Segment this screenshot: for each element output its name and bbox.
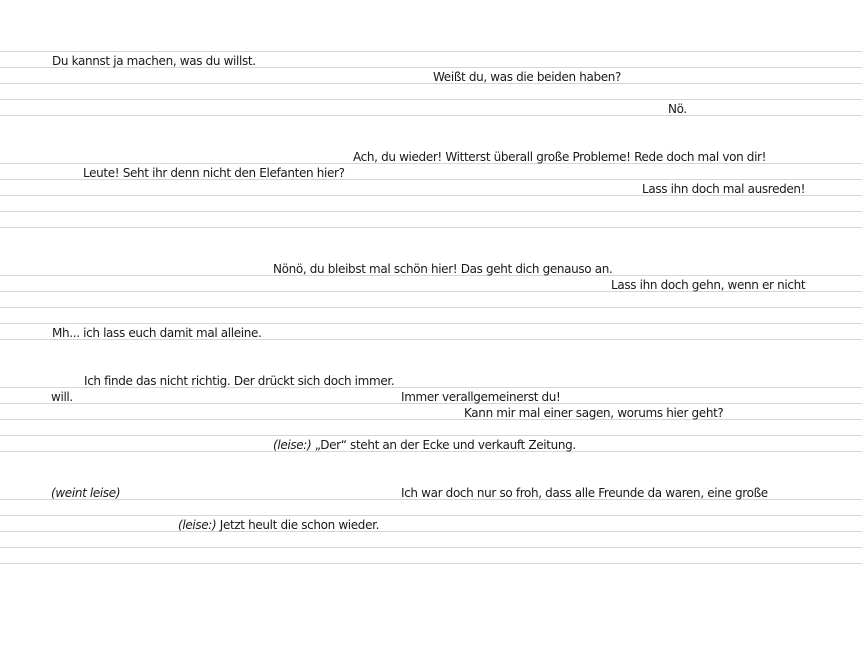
ruled-line <box>0 83 862 84</box>
stage-direction: (leise:) <box>273 438 312 452</box>
ruled-line <box>0 419 862 420</box>
dialogue-line: Ich finde das nicht richtig. Der drückt sich doch immer. <box>84 374 395 388</box>
dialogue-line: Nönö, du bleibst mal schön hier! Das geht dich genauso an. <box>273 262 613 276</box>
ruled-line <box>0 307 862 308</box>
dialogue-line: Weißt du, was die beiden haben? <box>433 70 622 84</box>
dialogue-line <box>178 517 379 533</box>
ruled-line <box>0 563 862 564</box>
ruled-line <box>0 51 862 52</box>
dialogue-line: Ich war doch nur so froh, dass alle Freunde da waren, eine große <box>401 486 768 500</box>
dialogue-line: Ach, du wieder! Witterst überall große Probleme! Rede doch mal von dir! <box>353 150 767 164</box>
ruled-line <box>0 227 862 228</box>
dialogue-line <box>273 437 576 453</box>
ruled-line <box>0 547 862 548</box>
dialogue-line: Nö. <box>668 102 687 116</box>
dialogue-line: Kann mir mal einer sagen, worums hier geht? <box>464 406 724 420</box>
ruled-line <box>0 211 862 212</box>
dialogue-line: Du kannst ja machen, was du willst. <box>52 54 256 68</box>
ruled-line <box>0 99 862 100</box>
ruled-line <box>0 515 862 516</box>
stage-direction: (weint leise) <box>51 486 121 500</box>
dialogue-line: Leute! Seht ihr denn nicht den Elefanten hier? <box>83 166 345 180</box>
dialogue-line: will. <box>51 390 73 404</box>
dialogue-line: Lass ihn doch mal ausreden! <box>642 182 806 196</box>
ruled-line <box>0 323 862 324</box>
ruled-line <box>0 115 862 116</box>
dialogue-line: Lass ihn doch gehn, wenn er nicht <box>611 278 806 292</box>
stage-direction: (leise:) <box>178 518 217 532</box>
dialogue-text: Jetzt heult die schon wieder. <box>219 518 380 532</box>
dialogue-line: Immer verallgemeinerst du! <box>401 390 561 404</box>
ruled-line <box>0 435 862 436</box>
dialogue-text: „Der“ steht an der Ecke und verkauft Zeitung. <box>314 438 576 452</box>
ruled-line <box>0 531 862 532</box>
dialogue-line: Mh... ich lass euch damit mal alleine. <box>52 326 262 340</box>
